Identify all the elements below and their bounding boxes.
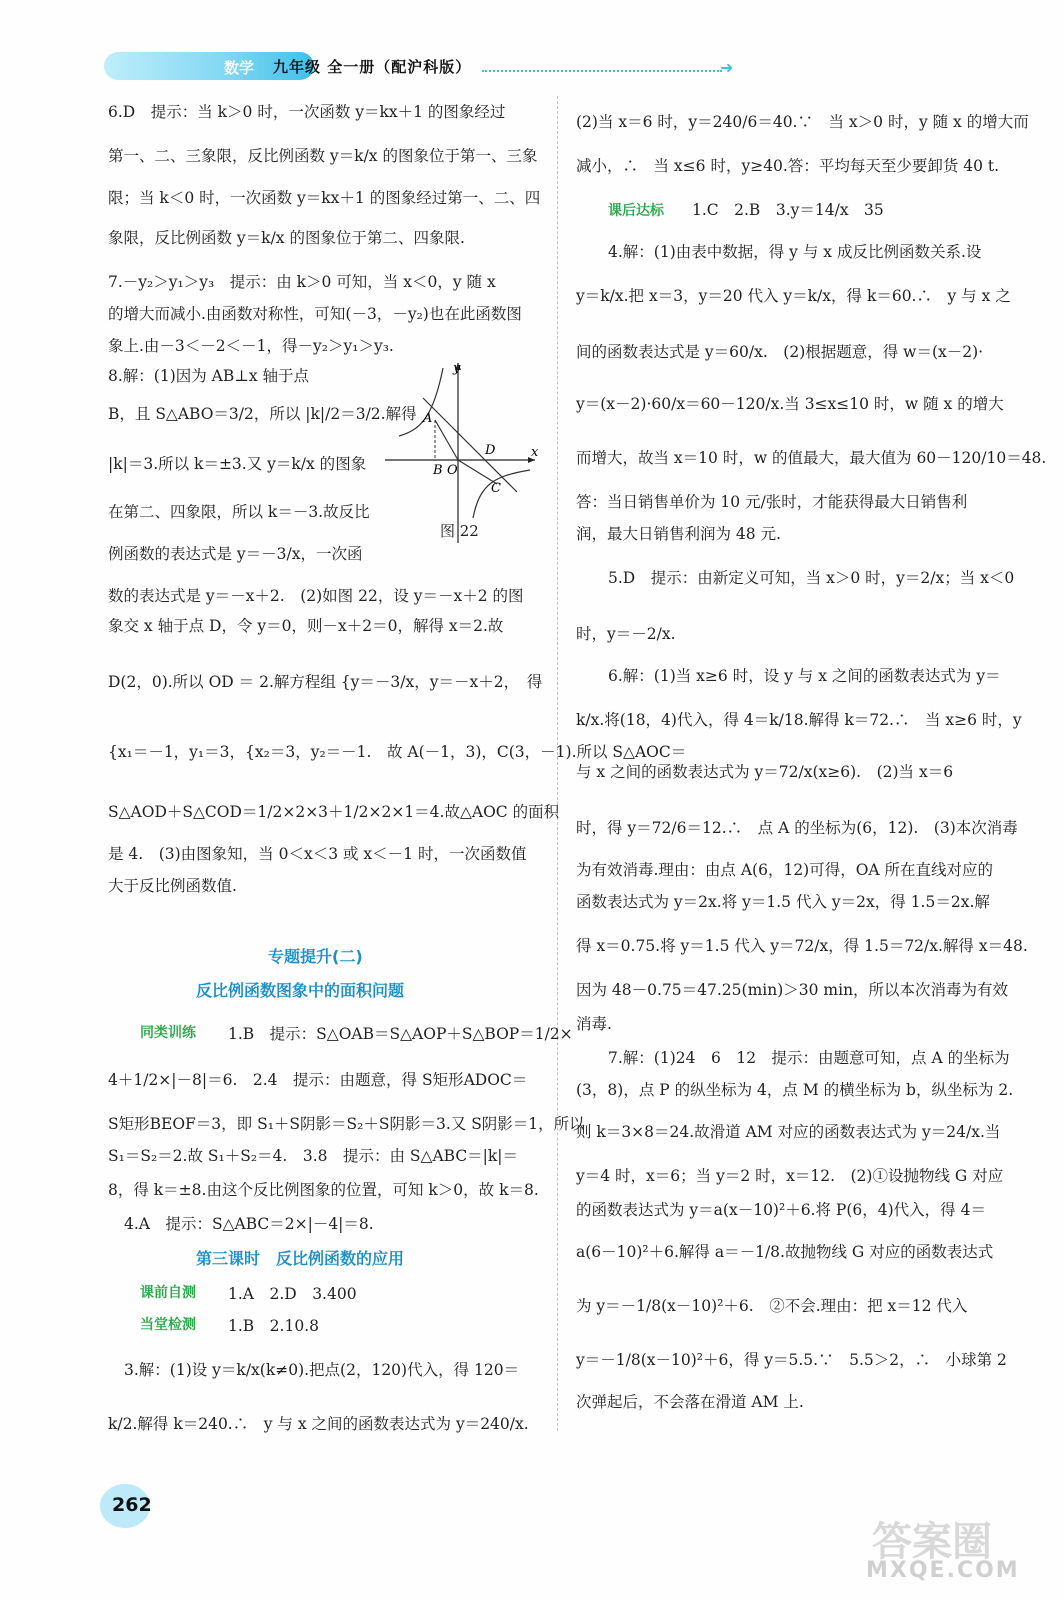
arrow-icon: ➜ bbox=[720, 58, 734, 77]
left-line: S矩形BEOF＝3，即 S₁＋S阴影＝S₂＋S阴影＝3.又 S阴影＝1，所以 bbox=[108, 1115, 585, 1133]
left-line: 8，得 k＝±8.由这个反比例图象的位置，可知 k＞0，故 k＝8. bbox=[108, 1181, 539, 1199]
tag-class-test: 当堂检测 bbox=[140, 1317, 196, 1333]
fig-label-o: O bbox=[447, 463, 458, 478]
tag-pre-test: 课前自测 bbox=[140, 1285, 196, 1301]
right-line: 函数表达式为 y＝2x.将 y＝1.5 代入 y＝2x，得 1.5＝2x.解 bbox=[576, 893, 990, 911]
left-line: 例函数的表达式是 y＝－3/x，一次函 bbox=[108, 545, 363, 563]
left-line: 第一、二、三象限，反比例函数 y＝k/x 的图象位于第一、三象 bbox=[108, 147, 538, 165]
right-line: 润，最大日销售利润为 48 元. bbox=[576, 525, 782, 543]
fig-label-x: x bbox=[531, 445, 539, 460]
right-line: 间的函数表达式是 y＝60/x. (2)根据题意，得 w＝(x－2)· bbox=[576, 343, 984, 361]
section-subtitle: 反比例函数图象中的面积问题 bbox=[196, 981, 405, 1000]
left-line: 4＋1/2×|－8|＝6. 2.4 提示：由题意，得 S矩形ADOC＝ bbox=[108, 1071, 528, 1089]
right-line: 7.解：(1)24 6 12 提示：由题意可知，点 A 的坐标为 bbox=[608, 1049, 1010, 1067]
fig-label-y: y bbox=[453, 361, 461, 376]
right-line: y＝k/x.把 x＝3，y＝20 代入 y＝k/x，得 k＝60.∴ y 与 x 之 bbox=[576, 287, 1011, 305]
right-line: 则 k＝3×8＝24.故滑道 AM 对应的函数表达式为 y＝24/x.当 bbox=[576, 1123, 1001, 1141]
left-line: B，且 S△ABO＝3/2，所以 |k|/2＝3/2.解得 bbox=[108, 405, 417, 423]
fig-label-a: A bbox=[423, 411, 433, 426]
right-line: (2)当 x＝6 时，y＝240/6＝40.∵ 当 x＞0 时，y 随 x 的增大而 bbox=[576, 113, 1029, 131]
lesson-title: 第三课时 反比例函数的应用 bbox=[196, 1249, 405, 1268]
right-line: 为有效消毒.理由：由点 A(6，12)可得，OA 所在直线对应的 bbox=[576, 861, 994, 879]
right-line: 1.C 2.B 3.y＝14/x 35 bbox=[692, 201, 884, 219]
left-line: k/2.解得 k＝240.∴ y 与 x 之间的函数表达式为 y＝240/x. bbox=[108, 1415, 529, 1433]
column-divider bbox=[557, 96, 558, 1431]
right-line: 4.解：(1)由表中数据，得 y 与 x 成反比例函数关系.设 bbox=[608, 243, 982, 261]
book-title: 九年级 全一册（配沪科版） bbox=[273, 58, 472, 76]
right-line: 次弹起后，不会落在滑道 AM 上. bbox=[576, 1393, 804, 1411]
left-line: D(2，0).所以 OD ＝ 2.解方程组 {y＝－3/x，y＝－x＋2， 得 bbox=[108, 673, 543, 691]
right-line: 时，得 y＝72/6＝12.∴ 点 A 的坐标为(6，12). (3)本次消毒 bbox=[576, 819, 1018, 837]
right-line: 6.解：(1)当 x≥6 时，设 y 与 x 之间的函数表达式为 y＝ bbox=[608, 667, 1001, 685]
left-line: S₁＝S₂＝2.故 S₁＋S₂＝4. 3.8 提示：由 S△ABC＝|k|＝ bbox=[108, 1147, 519, 1165]
left-line: 大于反比例函数值. bbox=[108, 877, 237, 895]
left-line: 的增大而减小.由函数对称性，可知(－3，－y₂)也在此函数图 bbox=[108, 305, 522, 323]
right-line: a(6－10)²＋6.解得 a＝－1/8.故抛物线 G 对应的函数表达式 bbox=[576, 1243, 994, 1261]
right-line: 答：当日销售单价为 10 元/张时，才能获得最大日销售利 bbox=[576, 493, 968, 511]
right-line: 5.D 提示：由新定义可知，当 x＞0 时，y＝2/x；当 x＜0 bbox=[608, 569, 1015, 587]
left-line: 象限，反比例函数 y＝k/x 的图象位于第二、四象限. bbox=[108, 229, 465, 247]
right-line: 的函数表达式为 y＝a(x－10)²＋6.将 P(6，4)代入，得 4＝ bbox=[576, 1201, 986, 1219]
right-line: 减小，∴ 当 x≤6 时，y≥40.答：平均每天至少要卸货 40 t. bbox=[576, 157, 1000, 175]
left-line: 1.B 2.10.8 bbox=[228, 1317, 319, 1335]
right-line: 因为 48－0.75＝47.25(min)＞30 min，所以本次消毒为有效 bbox=[576, 981, 1009, 999]
tag-after-class: 课后达标 bbox=[608, 203, 664, 219]
right-line: 而增大，故当 x＝10 时，w 的值最大，最大值为 60－120/10＝48. bbox=[576, 449, 1047, 467]
right-line: (3，8)，点 P 的纵坐标为 4，点 M 的横坐标为 b，纵坐标为 2. bbox=[576, 1081, 1014, 1099]
right-line: 得 x＝0.75.将 y＝1.5 代入 y＝72/x，得 1.5＝72/x.解得 x＝48. bbox=[576, 937, 1028, 955]
right-line: 与 x 之间的函数表达式为 y＝72/x(x≥6). (2)当 x＝6 bbox=[576, 763, 954, 781]
subject-tag: 数学 bbox=[224, 59, 255, 77]
left-line: 象上.由－3＜－2＜－1，得－y₂＞y₁＞y₃. bbox=[108, 337, 394, 355]
watermark-logo: 答案圈 bbox=[872, 1519, 992, 1565]
left-line: 3.解：(1)设 y＝k/x(k≠0).把点(2，120)代入，得 120＝ bbox=[124, 1361, 520, 1379]
left-line: 8.解：(1)因为 AB⊥x 轴于点 bbox=[108, 367, 310, 385]
fig-label-d: D bbox=[485, 443, 496, 458]
left-line: 象交 x 轴于点 D，令 y＝0，则－x＋2＝0，解得 x＝2.故 bbox=[108, 617, 504, 635]
fig-label-b: B bbox=[433, 463, 443, 478]
tag-practice: 同类训练 bbox=[140, 1025, 196, 1041]
header-dotted-line bbox=[482, 70, 722, 72]
section-title: 专题提升(二) bbox=[268, 947, 363, 966]
right-line: 时，y＝－2/x. bbox=[576, 625, 676, 643]
left-line: S△AOD＋S△COD＝1/2×2×3＋1/2×2×1＝4.故△AOC 的面积 bbox=[108, 803, 560, 821]
left-line: 1.A 2.D 3.400 bbox=[228, 1285, 357, 1303]
right-line: y＝－1/8(x－10)²＋6，得 y＝5.5.∵ 5.5＞2，∴ 小球第 2 bbox=[576, 1351, 1007, 1369]
right-line: k/x.将(18，4)代入，得 4＝k/18.解得 k＝72.∴ 当 x≥6 时，y bbox=[576, 711, 1022, 729]
left-line: 6.D 提示：当 k＞0 时，一次函数 y＝kx＋1 的图象经过 bbox=[108, 103, 506, 121]
right-line: y＝4 时，x＝6；当 y＝2 时，x＝12. (2)①设抛物线 G 对应 bbox=[576, 1167, 1004, 1185]
left-line: 是 4. (3)由图象知，当 0＜x＜3 或 x＜－1 时，一次函数值 bbox=[108, 845, 527, 863]
right-line: y＝(x－2)·60/x＝60－120/x.当 3≤x≤10 时，w 随 x 的增大 bbox=[576, 395, 1004, 413]
left-line: {x₁＝－1，y₁＝3，{x₂＝3，y₂＝－1. 故 A(－1，3)，C(3，－1).所以 S△AOC＝ bbox=[108, 743, 687, 761]
left-line: 7.－y₂＞y₁＞y₃ 提示：由 k＞0 可知，当 x＜0，y 随 x bbox=[108, 273, 496, 291]
watermark-url: MXQE.COM bbox=[866, 1558, 1020, 1583]
left-line: 在第二、四象限，所以 k＝－3.故反比 bbox=[108, 503, 370, 521]
right-line: 消毒. bbox=[576, 1015, 612, 1033]
left-line: |k|＝3.所以 k＝±3.又 y＝k/x 的图象 bbox=[108, 455, 367, 473]
fig-label-c: C bbox=[491, 481, 501, 496]
figure-caption: 图 22 bbox=[440, 522, 479, 540]
left-line: 数的表达式是 y＝－x＋2. (2)如图 22，设 y＝－x＋2 的图 bbox=[108, 587, 524, 605]
page-number: 262 bbox=[112, 1494, 152, 1516]
left-line: 1.B 提示：S△OAB＝S△AOP＋S△BOP＝1/2× bbox=[228, 1025, 573, 1043]
left-line: 限；当 k＜0 时，一次函数 y＝kx＋1 的图象经过第一、二、四 bbox=[108, 189, 541, 207]
left-line: 4.A 提示：S△ABC＝2×|－4|＝8. bbox=[124, 1215, 374, 1233]
right-line: 为 y＝－1/8(x－10)²＋6. ②不会.理由：把 x＝12 代入 bbox=[576, 1297, 968, 1315]
